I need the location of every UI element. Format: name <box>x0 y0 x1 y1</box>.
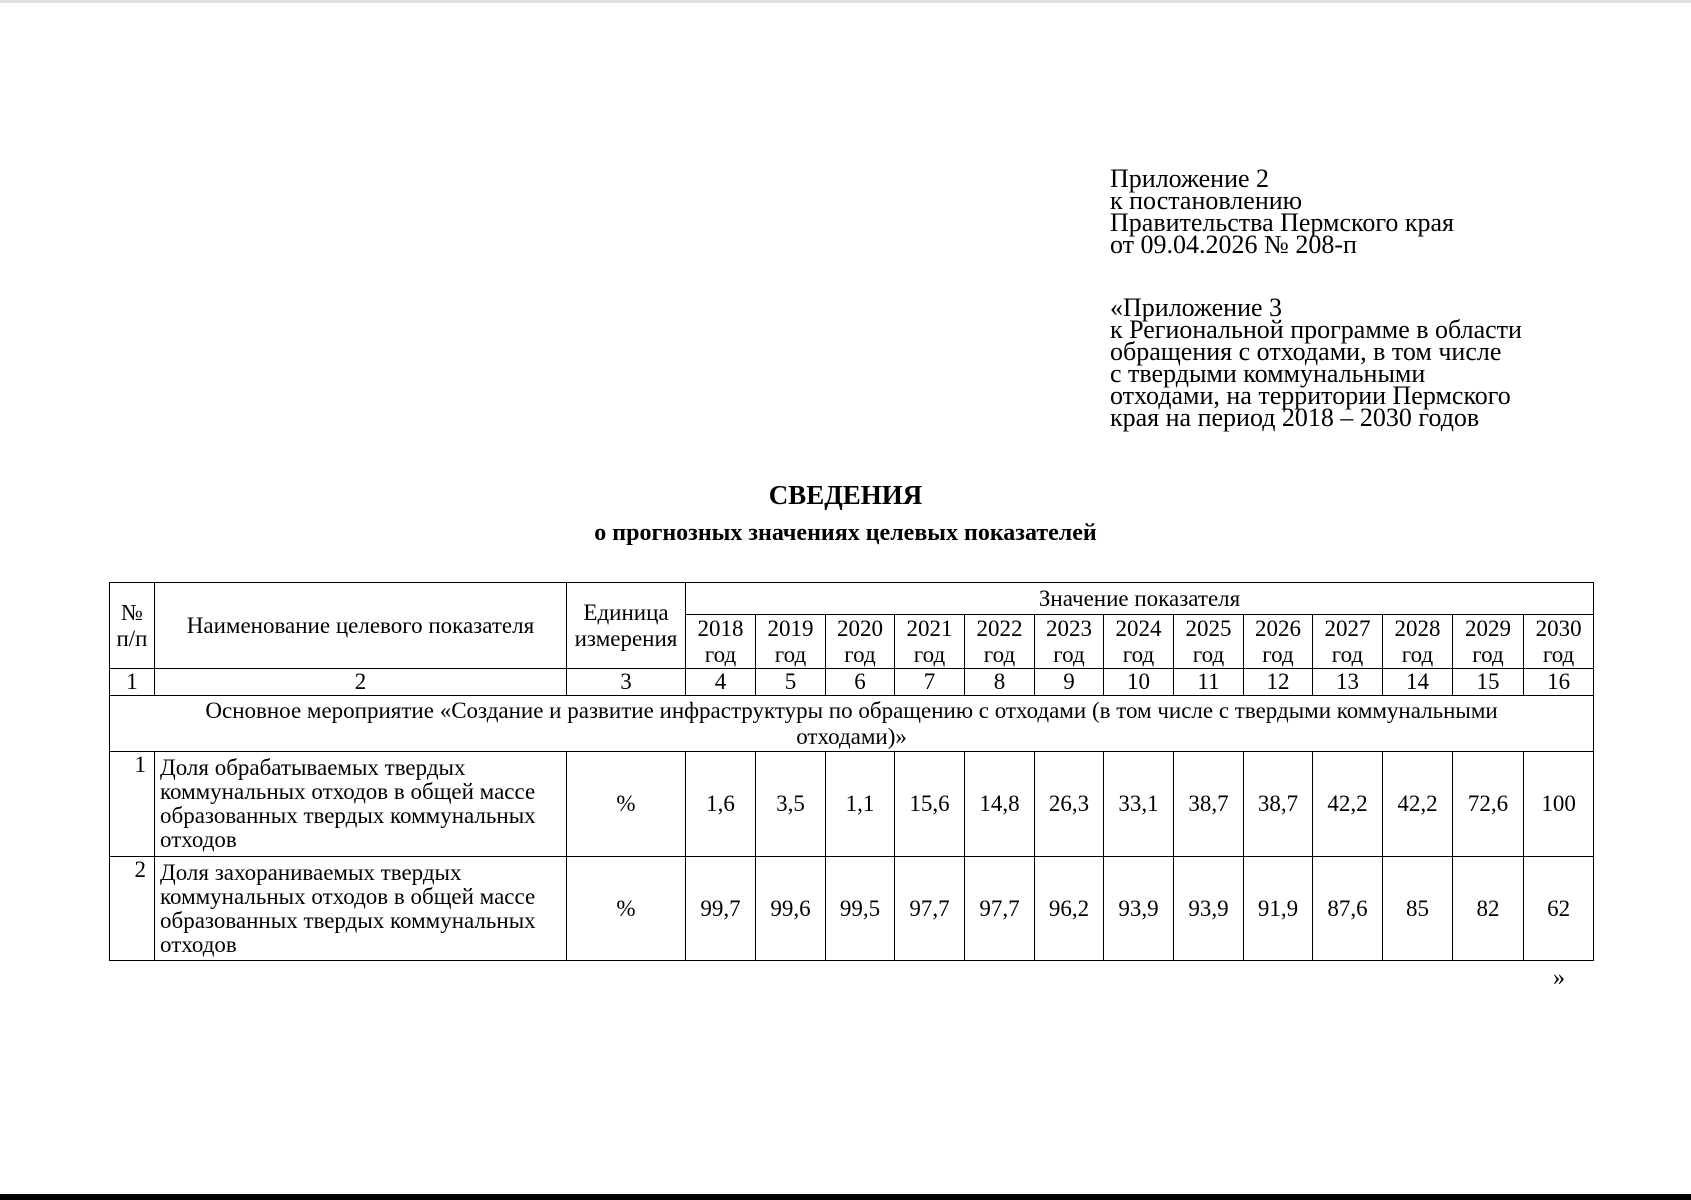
closing-quote: » <box>1553 965 1565 991</box>
column-number: 12 <box>1244 669 1313 696</box>
value-cell: 15,6 <box>895 752 965 857</box>
section-title: Основное мероприятие «Создание и развитие инфраструктуры по обращению с отходами (в том числе с твердыми коммунальными отходами)» <box>110 696 1594 752</box>
column-numbers-row <box>110 669 1594 696</box>
appendix-line: от 09.04.2026 № 208-п <box>1110 230 1357 259</box>
value-cell: 96,2 <box>1035 857 1104 961</box>
appendix-line: Правительства Пермского края <box>1110 208 1454 237</box>
value-cell: 38,7 <box>1244 752 1313 857</box>
column-number: 8 <box>965 669 1035 696</box>
value-cell: 33,1 <box>1104 752 1174 857</box>
table-row <box>110 752 1594 857</box>
header-year: 2019 год <box>756 615 826 669</box>
value-cell: 99,5 <box>826 857 895 961</box>
value-cell: 87,6 <box>1313 857 1383 961</box>
value-cell: 62 <box>1524 857 1594 961</box>
indicator-name: Доля захораниваемых твердых коммунальных отходов в общей массе образованных твердых коммунальных отходов <box>155 857 567 961</box>
value-cell: 93,9 <box>1174 857 1244 961</box>
header-year: 2030 год <box>1524 615 1594 669</box>
row-number: 2 <box>110 857 155 961</box>
appendix-line: к постановлению <box>1110 186 1303 215</box>
header-name: Наименование целевого показателя <box>155 583 567 669</box>
appendix-block <box>1110 164 1522 432</box>
value-cell: 38,7 <box>1174 752 1244 857</box>
scan-edge-bottom <box>0 1194 1691 1200</box>
header-value-group: Значение показателя <box>686 583 1594 615</box>
header-year: 2018 год <box>686 615 756 669</box>
header-year: 2027 год <box>1313 615 1383 669</box>
document-subtitle: о прогнозных значениях целевых показателей <box>594 520 1097 546</box>
appendix-line: края на период 2018 – 2030 годов <box>1110 403 1480 432</box>
value-cell: 99,7 <box>686 857 756 961</box>
header-num: № п/п <box>110 583 155 669</box>
appendix-line: Приложение 2 <box>1110 164 1270 193</box>
header-year: 2021 год <box>895 615 965 669</box>
column-number: 2 <box>155 669 567 696</box>
appendix-spacer <box>1110 256 1522 297</box>
value-cell: 1,6 <box>686 752 756 857</box>
value-cell: 85 <box>1383 857 1453 961</box>
header-year: 2024 год <box>1104 615 1174 669</box>
scan-edge-top <box>0 0 1691 3</box>
value-cell: 3,5 <box>756 752 826 857</box>
column-number: 4 <box>686 669 756 696</box>
document-title: СВЕДЕНИЯ <box>768 480 923 510</box>
appendix-line: отходами, на территории Пермского <box>1110 381 1511 410</box>
column-number: 1 <box>110 669 155 696</box>
column-number: 6 <box>826 669 895 696</box>
value-cell: 97,7 <box>895 857 965 961</box>
value-cell: 82 <box>1453 857 1524 961</box>
header-year: 2022 год <box>965 615 1035 669</box>
value-cell: 42,2 <box>1383 752 1453 857</box>
value-cell: 100 <box>1524 752 1594 857</box>
column-number: 5 <box>756 669 826 696</box>
value-cell: 14,8 <box>965 752 1035 857</box>
column-number: 10 <box>1104 669 1174 696</box>
column-number: 7 <box>895 669 965 696</box>
indicator-unit: % <box>567 857 686 961</box>
value-cell: 91,9 <box>1244 857 1313 961</box>
column-number: 15 <box>1453 669 1524 696</box>
header-year: 2029 год <box>1453 615 1524 669</box>
value-cell: 42,2 <box>1313 752 1383 857</box>
indicator-name: Доля обрабатываемых твердых коммунальных отходов в общей массе образованных твердых коммунальных отходов <box>155 752 567 857</box>
row-number: 1 <box>110 752 155 857</box>
appendix-line: с твердыми коммунальными <box>1110 359 1426 388</box>
column-number: 11 <box>1174 669 1244 696</box>
value-cell: 26,3 <box>1035 752 1104 857</box>
section-row <box>110 696 1594 752</box>
value-cell: 99,6 <box>756 857 826 961</box>
appendix-line: «Приложение 3 <box>1110 293 1283 322</box>
header-year: 2025 год <box>1174 615 1244 669</box>
column-number: 3 <box>567 669 686 696</box>
header-year: 2028 год <box>1383 615 1453 669</box>
header-year: 2026 год <box>1244 615 1313 669</box>
header-unit: Единица измерения <box>567 583 686 669</box>
table-row <box>110 857 1594 961</box>
column-number: 16 <box>1524 669 1594 696</box>
header-year: 2020 год <box>826 615 895 669</box>
value-cell: 97,7 <box>965 857 1035 961</box>
column-number: 9 <box>1035 669 1104 696</box>
column-number: 14 <box>1383 669 1453 696</box>
indicator-unit: % <box>567 752 686 857</box>
indicators-table <box>109 582 1594 961</box>
value-cell: 93,9 <box>1104 857 1174 961</box>
column-number: 13 <box>1313 669 1383 696</box>
appendix-line: обращения с отходами, в том числе <box>1110 337 1502 366</box>
header-year: 2023 год <box>1035 615 1104 669</box>
value-cell: 1,1 <box>826 752 895 857</box>
value-cell: 72,6 <box>1453 752 1524 857</box>
header-row <box>110 583 1594 615</box>
appendix-line: к Региональной программе в области <box>1110 315 1522 344</box>
